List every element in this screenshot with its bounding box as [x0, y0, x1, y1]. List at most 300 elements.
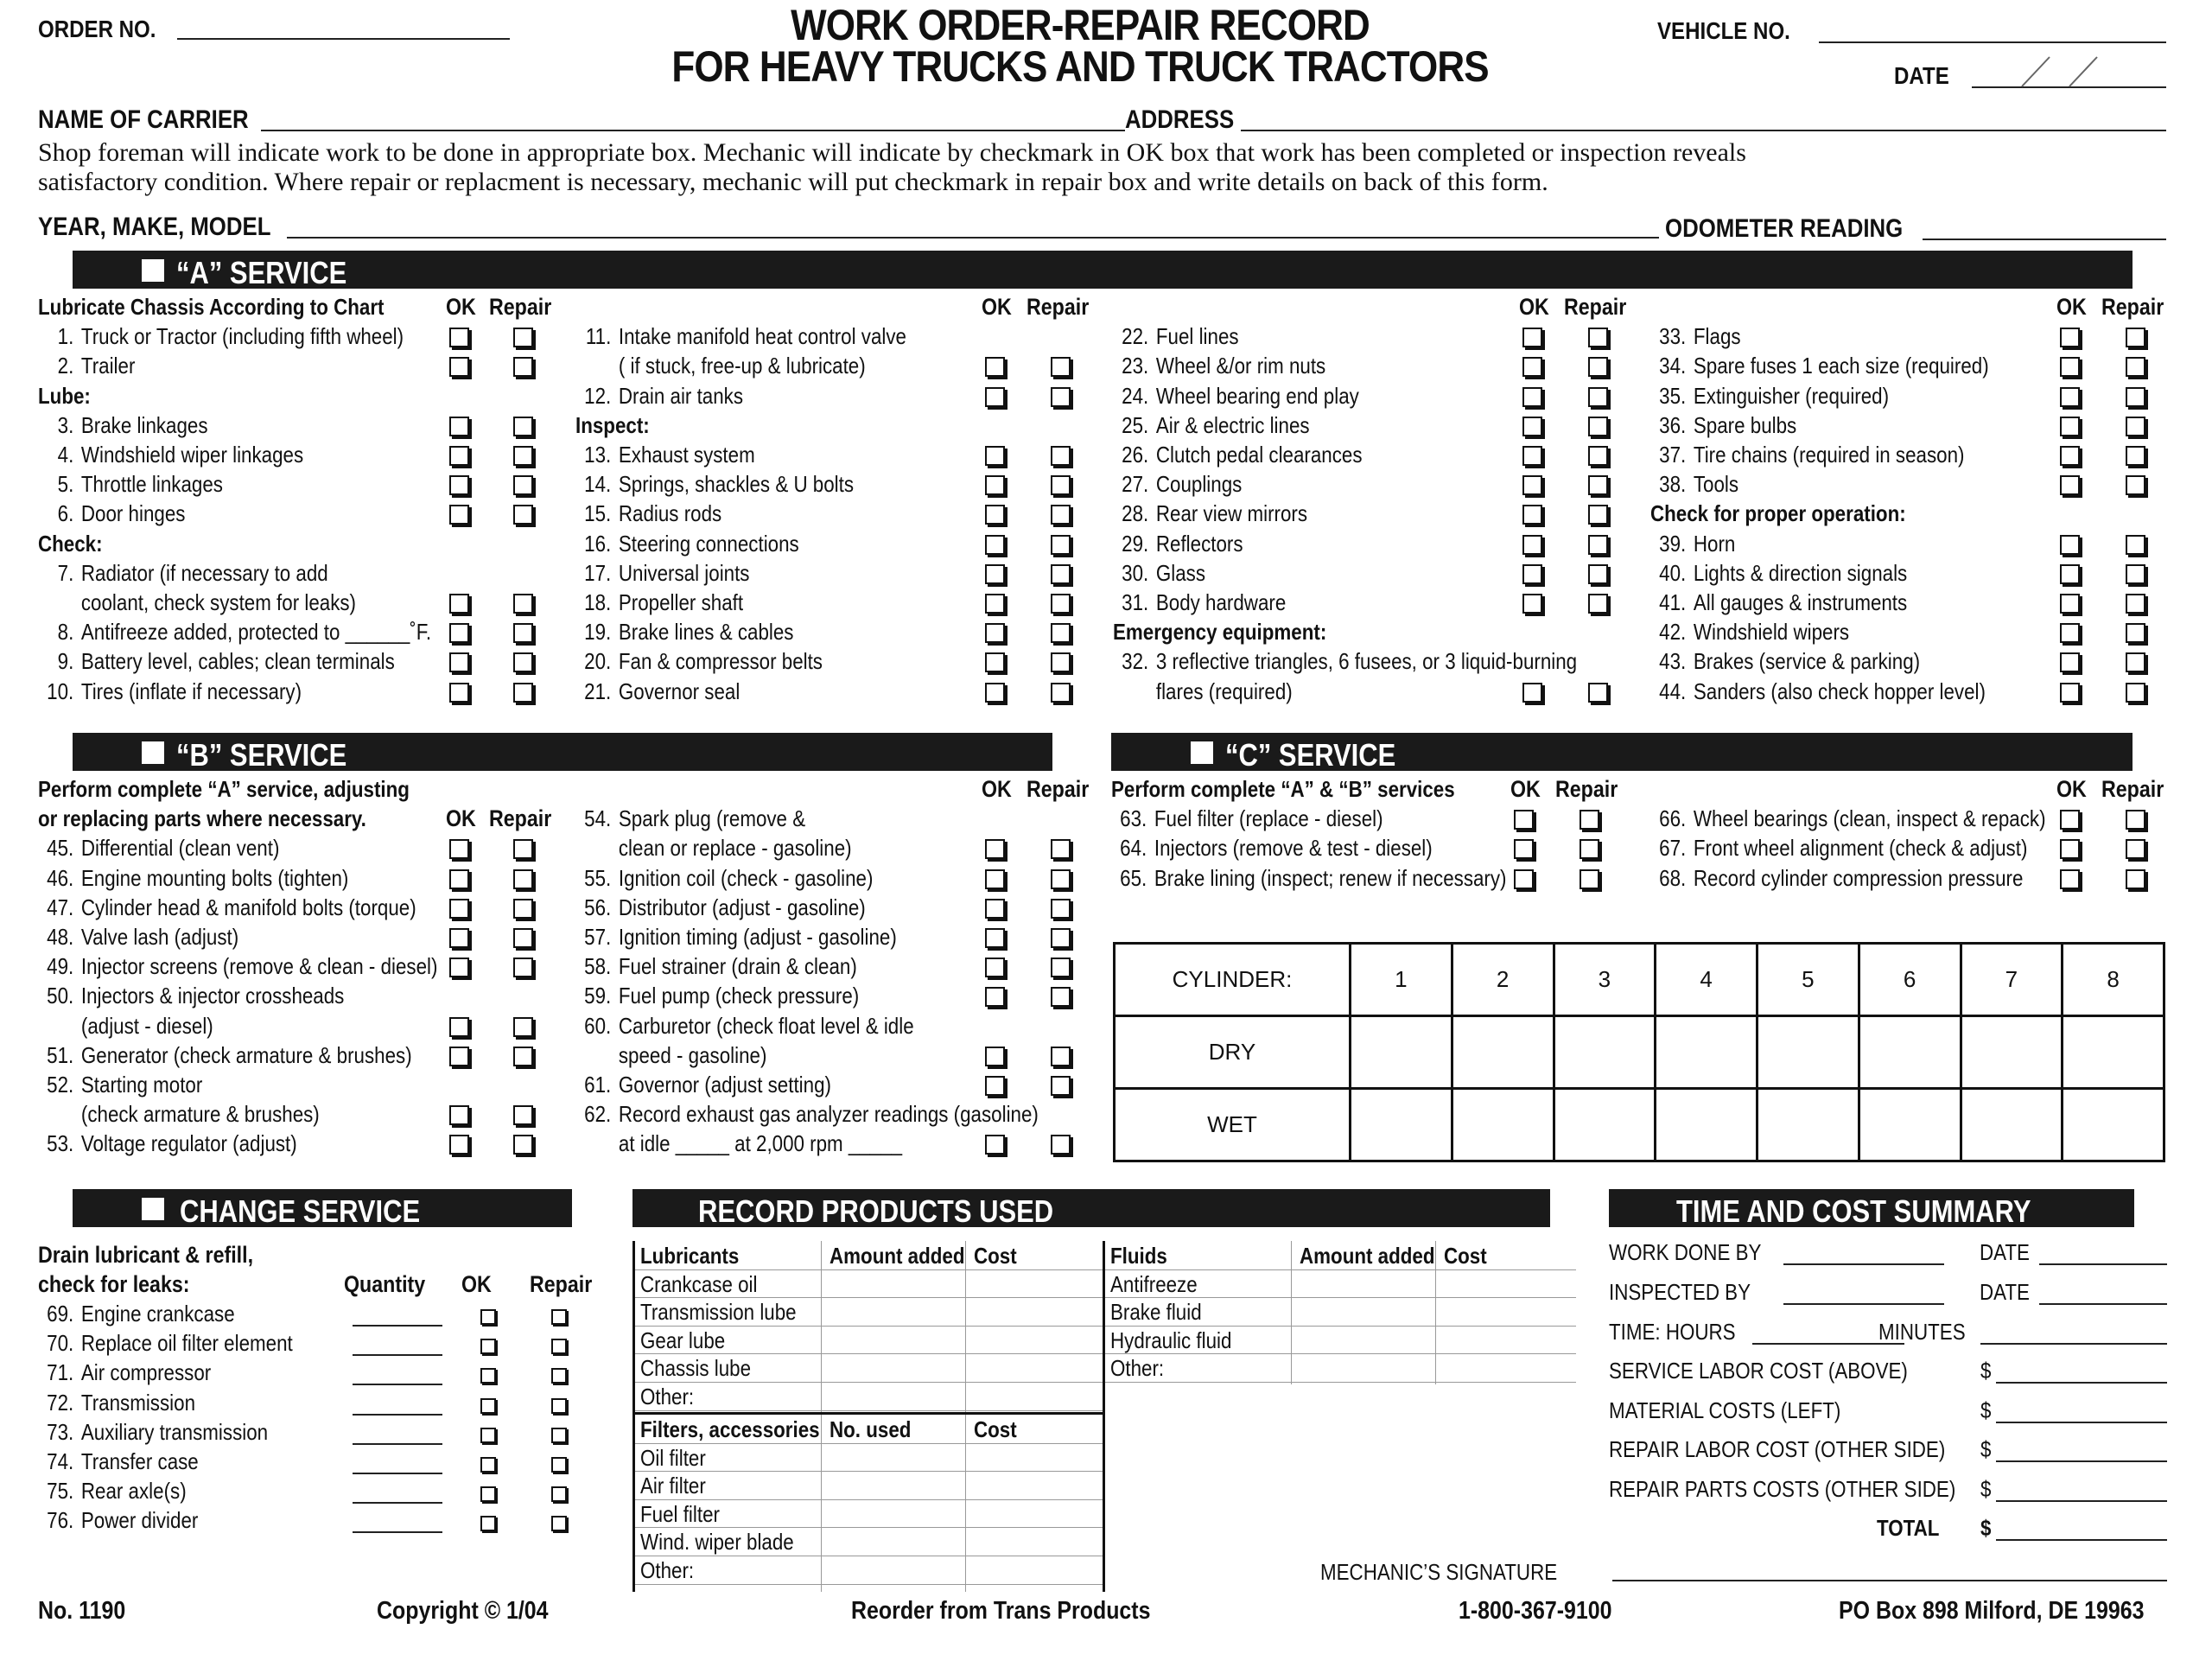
checklist-item — [1650, 471, 1738, 498]
cylinder-number: 3 — [1554, 944, 1656, 1016]
repair-checkbox[interactable] — [1580, 839, 1599, 859]
repair-checkbox[interactable] — [551, 1457, 567, 1473]
products-column-header: Filters, accessories — [640, 1416, 820, 1442]
item-description: Battery level, cables; clean terminals — [80, 648, 395, 675]
item-number: 2. — [57, 353, 74, 379]
mechanic-signature-label: MECHANIC’S SIGNATURE — [1320, 1559, 1558, 1585]
repair-checkbox[interactable] — [551, 1309, 567, 1325]
instructions-line1: Shop foreman will indicate work to be done in appropriate box. Mechanic will indicate by checkmark in OK box that work has been completed or inspection reveals — [38, 138, 1746, 167]
repair-checkbox[interactable] — [2126, 535, 2145, 555]
inspected-by-field[interactable] — [1783, 1303, 1944, 1305]
cylinder-number: 8 — [2063, 944, 2164, 1016]
item-description: Tire chains (required in season) — [1693, 442, 1965, 468]
ok-checkbox[interactable] — [449, 1017, 469, 1037]
item-number: 57. — [584, 924, 612, 950]
repair-checkbox[interactable] — [513, 357, 533, 377]
products-row[interactable] — [635, 1382, 1103, 1411]
quantity-field[interactable] — [353, 1473, 442, 1474]
repair-checkbox[interactable] — [513, 417, 533, 436]
checklist-item — [1650, 805, 2046, 832]
cyl-cell[interactable] — [1961, 1089, 2063, 1161]
ok-checkbox[interactable] — [480, 1339, 496, 1354]
repair-checkbox[interactable] — [1051, 594, 1071, 614]
ok-checkbox[interactable] — [985, 1135, 1005, 1155]
ok-checkbox[interactable] — [985, 446, 1005, 466]
checklist-item — [38, 353, 135, 379]
item-description: 3 reflective triangles, 6 fusees, or 3 liquid-burning — [1155, 648, 1578, 675]
ok-checkbox[interactable] — [1522, 535, 1542, 555]
repair-checkbox[interactable] — [2126, 652, 2145, 672]
ok-checkbox[interactable] — [449, 475, 469, 495]
ok-checkbox[interactable] — [1522, 357, 1542, 377]
repair-checkbox[interactable] — [513, 446, 533, 466]
repair-checkbox[interactable] — [1588, 475, 1608, 495]
item-description: Drain air tanks — [618, 382, 744, 409]
repair-checkbox[interactable] — [2126, 683, 2145, 703]
repair-checkbox[interactable] — [1051, 899, 1071, 919]
c-service-col2 — [1650, 776, 2169, 906]
ok-checkbox[interactable] — [2060, 328, 2080, 347]
repair-checkbox[interactable] — [1051, 387, 1071, 407]
repair-checkbox[interactable] — [551, 1428, 567, 1443]
a-service-col3 — [1113, 294, 1631, 709]
item-number: 36. — [1659, 411, 1687, 438]
ok-checkbox[interactable] — [985, 652, 1005, 672]
repair-column-header: Repair — [1555, 776, 1618, 802]
product-name: Chassis lube — [640, 1355, 752, 1382]
checklist-item — [1111, 805, 1383, 832]
ok-checkbox[interactable] — [1514, 869, 1534, 889]
ok-checkbox[interactable] — [480, 1516, 496, 1531]
repair-checkbox[interactable] — [1051, 652, 1071, 672]
item-number: 48. — [47, 924, 74, 950]
ok-checkbox[interactable] — [1522, 564, 1542, 584]
item-description: flares (required) — [1155, 678, 1293, 704]
summary-panel — [1609, 1239, 2171, 1550]
repair-checkbox[interactable] — [2126, 328, 2145, 347]
cost-label: MATERIAL COSTS (LEFT) — [1609, 1397, 1841, 1423]
cyl-cell[interactable] — [1351, 1016, 1452, 1089]
change-service-item — [38, 1419, 268, 1446]
ok-checkbox[interactable] — [449, 505, 469, 525]
ok-checkbox[interactable] — [2060, 623, 2080, 643]
ok-checkbox[interactable] — [449, 594, 469, 614]
product-name: Other: — [640, 1384, 695, 1409]
ok-checkbox[interactable] — [2060, 387, 2080, 407]
cyl-cell[interactable] — [1859, 1016, 1961, 1089]
repair-checkbox[interactable] — [1580, 810, 1599, 830]
item-description: Wheel bearing end play — [1155, 382, 1359, 409]
repair-checkbox[interactable] — [1051, 475, 1071, 495]
repair-column-header: Repair — [2101, 776, 2164, 802]
mail-address: PO Box 898 Milford, DE 19963 — [1839, 1597, 2145, 1625]
ok-checkbox[interactable] — [985, 387, 1005, 407]
checklist-item — [575, 1130, 902, 1157]
repair-checkbox[interactable] — [513, 1135, 533, 1155]
checklist-item — [575, 1013, 914, 1040]
item-description: Extinguisher (required) — [1693, 382, 1890, 409]
item-number: 4. — [57, 442, 74, 468]
ok-checkbox[interactable] — [449, 1105, 469, 1125]
repair-checkbox[interactable] — [1051, 683, 1071, 703]
item-description: Ignition timing (adjust - gasoline) — [618, 924, 897, 950]
ok-checkbox[interactable] — [2060, 535, 2080, 555]
carrier-field[interactable] — [261, 130, 1125, 131]
item-number: 27. — [1122, 471, 1149, 498]
repair-checkbox[interactable] — [1051, 535, 1071, 555]
product-name: Gear lube — [640, 1327, 726, 1353]
quantity-field[interactable] — [353, 1325, 442, 1327]
checklist-item — [1113, 500, 1307, 527]
ok-checkbox[interactable] — [2060, 594, 2080, 614]
inspected-date-field[interactable] — [2039, 1303, 2167, 1305]
ok-checkbox[interactable] — [985, 475, 1005, 495]
total-field[interactable] — [1996, 1539, 2167, 1541]
change-intro2: check for leaks: — [38, 1271, 190, 1297]
repair-checkbox[interactable] — [2126, 869, 2145, 889]
item-description: Wheel bearings (clean, inspect & repack) — [1693, 805, 2046, 832]
ok-checkbox[interactable] — [449, 869, 469, 889]
cyl-cell[interactable] — [1656, 1089, 1758, 1161]
ok-checkbox[interactable] — [449, 899, 469, 919]
repair-checkbox[interactable] — [2126, 357, 2145, 377]
products-column-divider — [965, 1415, 966, 1592]
quantity-field[interactable] — [353, 1531, 442, 1533]
repair-checkbox[interactable] — [513, 1105, 533, 1125]
repair-checkbox[interactable] — [2126, 387, 2145, 407]
repair-checkbox[interactable] — [513, 928, 533, 948]
item-description: Flags — [1693, 323, 1741, 350]
ok-checkbox[interactable] — [985, 1047, 1005, 1066]
product-name: Wind. wiper blade — [640, 1529, 794, 1556]
ok-checkbox[interactable] — [2060, 683, 2080, 703]
repair-checkbox[interactable] — [1051, 357, 1071, 377]
item-number: 15. — [584, 500, 612, 527]
item-description: Tools — [1693, 471, 1739, 498]
repair-checkbox[interactable] — [1588, 328, 1608, 347]
checklist-item — [1111, 835, 1433, 862]
ok-checkbox[interactable] — [985, 869, 1005, 889]
checklist-item — [1113, 589, 1286, 616]
ok-checkbox[interactable] — [2060, 475, 2080, 495]
ok-checkbox[interactable] — [449, 928, 469, 948]
ok-checkbox[interactable] — [449, 652, 469, 672]
item-description: Transmission — [80, 1389, 196, 1416]
repair-checkbox[interactable] — [1588, 594, 1608, 614]
cyl-cell[interactable] — [2063, 1016, 2164, 1089]
checklist-item — [575, 619, 793, 646]
ok-column-header: OK — [982, 776, 1012, 802]
ok-checkbox[interactable] — [2060, 417, 2080, 436]
vehicle-no-label: VEHICLE NO. — [1657, 17, 1790, 44]
ok-checkbox[interactable] — [449, 1135, 469, 1155]
item-description: Record cylinder compression pressure — [1693, 864, 2024, 891]
ok-checkbox[interactable] — [985, 594, 1005, 614]
inspected-by-label: INSPECTED BY — [1609, 1279, 1751, 1305]
ok-checkbox[interactable] — [985, 928, 1005, 948]
item-number: 46. — [47, 864, 74, 891]
item-number: 14. — [584, 471, 612, 498]
repair-checkbox[interactable] — [513, 839, 533, 859]
repair-checkbox[interactable] — [1588, 564, 1608, 584]
ok-checkbox[interactable] — [2060, 869, 2080, 889]
cyl-cell[interactable] — [1758, 1089, 1859, 1161]
total-label: TOTAL — [1877, 1515, 1940, 1541]
repair-checkbox[interactable] — [1588, 683, 1608, 703]
repair-checkbox[interactable] — [513, 683, 533, 703]
minutes-field[interactable] — [1980, 1343, 2167, 1345]
cyl-cell[interactable] — [1351, 1089, 1452, 1161]
ok-checkbox[interactable] — [2060, 357, 2080, 377]
cyl-cell[interactable] — [2063, 1089, 2164, 1161]
repair-checkbox[interactable] — [513, 1017, 533, 1037]
ok-checkbox[interactable] — [449, 357, 469, 377]
item-description: Cylinder head & manifold bolts (torque) — [80, 894, 416, 920]
address-field[interactable] — [1241, 130, 2166, 131]
section-heading: Perform complete “A” service, adjusting — [38, 776, 410, 802]
repair-checkbox[interactable] — [2126, 839, 2145, 859]
ymm-field[interactable] — [287, 237, 1659, 239]
c-service-checkbox[interactable] — [1191, 741, 1213, 764]
repair-checkbox[interactable] — [2126, 446, 2145, 466]
repair-checkbox[interactable] — [1051, 958, 1071, 977]
repair-checkbox[interactable] — [2126, 810, 2145, 830]
cyl-cell[interactable] — [1452, 1089, 1554, 1161]
ok-checkbox[interactable] — [449, 1047, 469, 1066]
repair-checkbox[interactable] — [513, 328, 533, 347]
checklist-item — [1650, 865, 2023, 892]
repair-checkbox[interactable] — [513, 899, 533, 919]
item-description: Engine crankcase — [80, 1301, 235, 1327]
ok-checkbox[interactable] — [985, 683, 1005, 703]
repair-column-header: Repair — [1564, 294, 1627, 320]
cyl-cell[interactable] — [1554, 1016, 1656, 1089]
mechanic-signature-field[interactable] — [1612, 1580, 2167, 1581]
work-done-by-field[interactable] — [1783, 1263, 1944, 1265]
ok-checkbox[interactable] — [1522, 594, 1542, 614]
ok-checkbox[interactable] — [1514, 810, 1534, 830]
b-service-checkbox[interactable] — [142, 741, 164, 764]
repair-checkbox[interactable] — [1051, 928, 1071, 948]
repair-checkbox[interactable] — [513, 869, 533, 889]
item-number: 33. — [1659, 323, 1687, 350]
ok-checkbox[interactable] — [985, 357, 1005, 377]
repair-checkbox[interactable] — [513, 652, 533, 672]
odometer-field[interactable] — [1923, 239, 2166, 240]
repair-checkbox[interactable] — [1588, 357, 1608, 377]
lubricants-table — [635, 1241, 1103, 1412]
cyl-cell[interactable] — [1758, 1016, 1859, 1089]
item-number: 8. — [57, 619, 74, 646]
cyl-cell[interactable] — [1656, 1016, 1758, 1089]
ok-checkbox[interactable] — [1522, 417, 1542, 436]
quantity-field[interactable] — [353, 1384, 442, 1385]
ok-checkbox[interactable] — [985, 623, 1005, 643]
ok-checkbox[interactable] — [449, 446, 469, 466]
repair-checkbox[interactable] — [551, 1339, 567, 1354]
checklist-item — [575, 442, 755, 468]
ok-checkbox[interactable] — [985, 535, 1005, 555]
ok-checkbox[interactable] — [480, 1309, 496, 1325]
ok-checkbox[interactable] — [449, 958, 469, 977]
repair-checkbox[interactable] — [1588, 446, 1608, 466]
repair-checkbox[interactable] — [513, 475, 533, 495]
ok-checkbox[interactable] — [449, 417, 469, 436]
item-description: Valve lash (adjust) — [80, 924, 239, 950]
repair-checkbox[interactable] — [2126, 417, 2145, 436]
minutes-label: MINUTES — [1878, 1319, 1966, 1345]
ok-checkbox[interactable] — [480, 1486, 496, 1502]
cyl-cell[interactable] — [1554, 1089, 1656, 1161]
ok-checkbox[interactable] — [2060, 652, 2080, 672]
repair-checkbox[interactable] — [2126, 564, 2145, 584]
ok-checkbox[interactable] — [1522, 446, 1542, 466]
ok-checkbox[interactable] — [449, 839, 469, 859]
repair-checkbox[interactable] — [1051, 623, 1071, 643]
repair-checkbox[interactable] — [551, 1486, 567, 1502]
repair-checkbox[interactable] — [1588, 535, 1608, 555]
ok-checkbox[interactable] — [2060, 810, 2080, 830]
ok-checkbox[interactable] — [1514, 839, 1534, 859]
cyl-cell[interactable] — [1961, 1016, 2063, 1089]
item-number: 17. — [584, 559, 612, 586]
dollar-sign: $ — [1980, 1397, 1992, 1423]
c-service-bar — [1111, 733, 2133, 771]
ok-checkbox[interactable] — [985, 505, 1005, 525]
item-number: 11. — [585, 323, 612, 350]
product-name: Air filter — [640, 1473, 706, 1499]
item-number: 63. — [1120, 805, 1147, 832]
repair-checkbox[interactable] — [2126, 594, 2145, 614]
item-description: Air & electric lines — [1155, 411, 1310, 438]
item-description: Spare fuses 1 each size (required) — [1693, 353, 1989, 379]
item-description: Clutch pedal clearances — [1155, 442, 1363, 468]
summary-title: TIME AND COST SUMMARY — [1676, 1193, 2031, 1229]
ok-checkbox[interactable] — [2060, 839, 2080, 859]
products-row[interactable] — [1105, 1353, 1576, 1383]
checklist-item — [1650, 353, 1989, 379]
repair-checkbox[interactable] — [1051, 1076, 1071, 1096]
repair-checkbox[interactable] — [551, 1368, 567, 1384]
ok-checkbox[interactable] — [449, 328, 469, 347]
a-service-col1 — [38, 294, 556, 709]
repair-checkbox[interactable] — [513, 958, 533, 977]
ok-column-header: OK — [982, 294, 1012, 320]
ok-checkbox[interactable] — [1522, 328, 1542, 347]
ok-checkbox[interactable] — [985, 987, 1005, 1007]
quantity-field[interactable] — [353, 1354, 442, 1356]
ok-checkbox[interactable] — [985, 1076, 1005, 1096]
form-title-line1: WORK ORDER-REPAIR RECORD — [791, 1, 1370, 49]
quantity-field[interactable] — [353, 1443, 442, 1445]
checklist-item — [38, 865, 348, 892]
ok-checkbox[interactable] — [1522, 505, 1542, 525]
ok-checkbox[interactable] — [449, 683, 469, 703]
repair-checkbox[interactable] — [513, 1047, 533, 1066]
checklist-item — [575, 865, 873, 892]
service-labor-field[interactable] — [1996, 1382, 2167, 1384]
ok-checkbox[interactable] — [1522, 475, 1542, 495]
product-name: Oil filter — [640, 1444, 706, 1471]
repair-checkbox[interactable] — [1051, 505, 1071, 525]
repair-checkbox[interactable] — [513, 594, 533, 614]
repair-checkbox[interactable] — [551, 1398, 567, 1414]
quantity-field[interactable] — [353, 1414, 442, 1416]
ok-checkbox[interactable] — [449, 623, 469, 643]
ok-checkbox[interactable] — [1522, 683, 1542, 703]
products-column-divider — [1291, 1241, 1292, 1384]
ok-checkbox[interactable] — [480, 1428, 496, 1443]
item-description: Generator (check armature & brushes) — [80, 1041, 412, 1068]
repair-checkbox[interactable] — [1588, 387, 1608, 407]
cylinder-wet-row — [1115, 1089, 2164, 1161]
ok-checkbox[interactable] — [480, 1457, 496, 1473]
vehicle-no-field[interactable] — [1819, 41, 2166, 43]
repair-checkbox[interactable] — [513, 505, 533, 525]
material-costs-field[interactable] — [1996, 1422, 2167, 1423]
repair-labor-field[interactable] — [1996, 1460, 2167, 1462]
cyl-cell[interactable] — [1859, 1089, 1961, 1161]
section-heading: Inspect: — [575, 411, 650, 438]
item-number: 51. — [47, 1041, 74, 1068]
repair-checkbox[interactable] — [2126, 475, 2145, 495]
ok-checkbox[interactable] — [2060, 564, 2080, 584]
quantity-field[interactable] — [353, 1502, 442, 1504]
repair-checkbox[interactable] — [1580, 869, 1599, 889]
repair-header: Repair — [530, 1271, 593, 1297]
repair-checkbox[interactable] — [1051, 987, 1071, 1007]
ok-checkbox[interactable] — [985, 839, 1005, 859]
products-row[interactable] — [635, 1556, 1103, 1585]
ok-checkbox[interactable] — [985, 564, 1005, 584]
item-description: Distributor (adjust - gasoline) — [618, 894, 866, 920]
ok-checkbox[interactable] — [1522, 387, 1542, 407]
repair-checkbox[interactable] — [1588, 505, 1608, 525]
repair-checkbox[interactable] — [1588, 417, 1608, 436]
checklist-item — [38, 589, 356, 616]
ok-checkbox[interactable] — [480, 1398, 496, 1414]
checklist-item — [1113, 531, 1243, 557]
repair-checkbox[interactable] — [1051, 1047, 1071, 1066]
repair-checkbox[interactable] — [551, 1516, 567, 1531]
a-service-checkbox[interactable] — [142, 259, 164, 282]
checklist-item — [1111, 865, 1507, 892]
repair-parts-field[interactable] — [1996, 1500, 2167, 1502]
item-description: Fan & compressor belts — [618, 648, 823, 675]
repair-checkbox[interactable] — [1051, 869, 1071, 889]
item-number: 6. — [57, 500, 74, 527]
item-description: clean or replace - gasoline) — [618, 835, 852, 862]
repair-checkbox[interactable] — [1051, 564, 1071, 584]
work-date-field[interactable] — [2039, 1263, 2167, 1265]
fluids-table — [1105, 1241, 1576, 1384]
repair-checkbox[interactable] — [1051, 446, 1071, 466]
cyl-cell[interactable] — [1452, 1016, 1554, 1089]
section-heading: Perform complete “A” & “B” services — [1111, 776, 1455, 802]
change-service-checkbox[interactable] — [142, 1198, 164, 1220]
ok-checkbox[interactable] — [985, 899, 1005, 919]
ok-checkbox[interactable] — [480, 1368, 496, 1384]
order-no-field[interactable] — [177, 38, 510, 40]
repair-checkbox[interactable] — [2126, 623, 2145, 643]
item-number: 58. — [584, 953, 612, 980]
repair-checkbox[interactable] — [513, 623, 533, 643]
products-column-header: Fluids — [1110, 1243, 1167, 1269]
repair-checkbox[interactable] — [1051, 1135, 1071, 1155]
repair-checkbox[interactable] — [1051, 839, 1071, 859]
ok-checkbox[interactable] — [985, 958, 1005, 977]
ok-checkbox[interactable] — [2060, 446, 2080, 466]
